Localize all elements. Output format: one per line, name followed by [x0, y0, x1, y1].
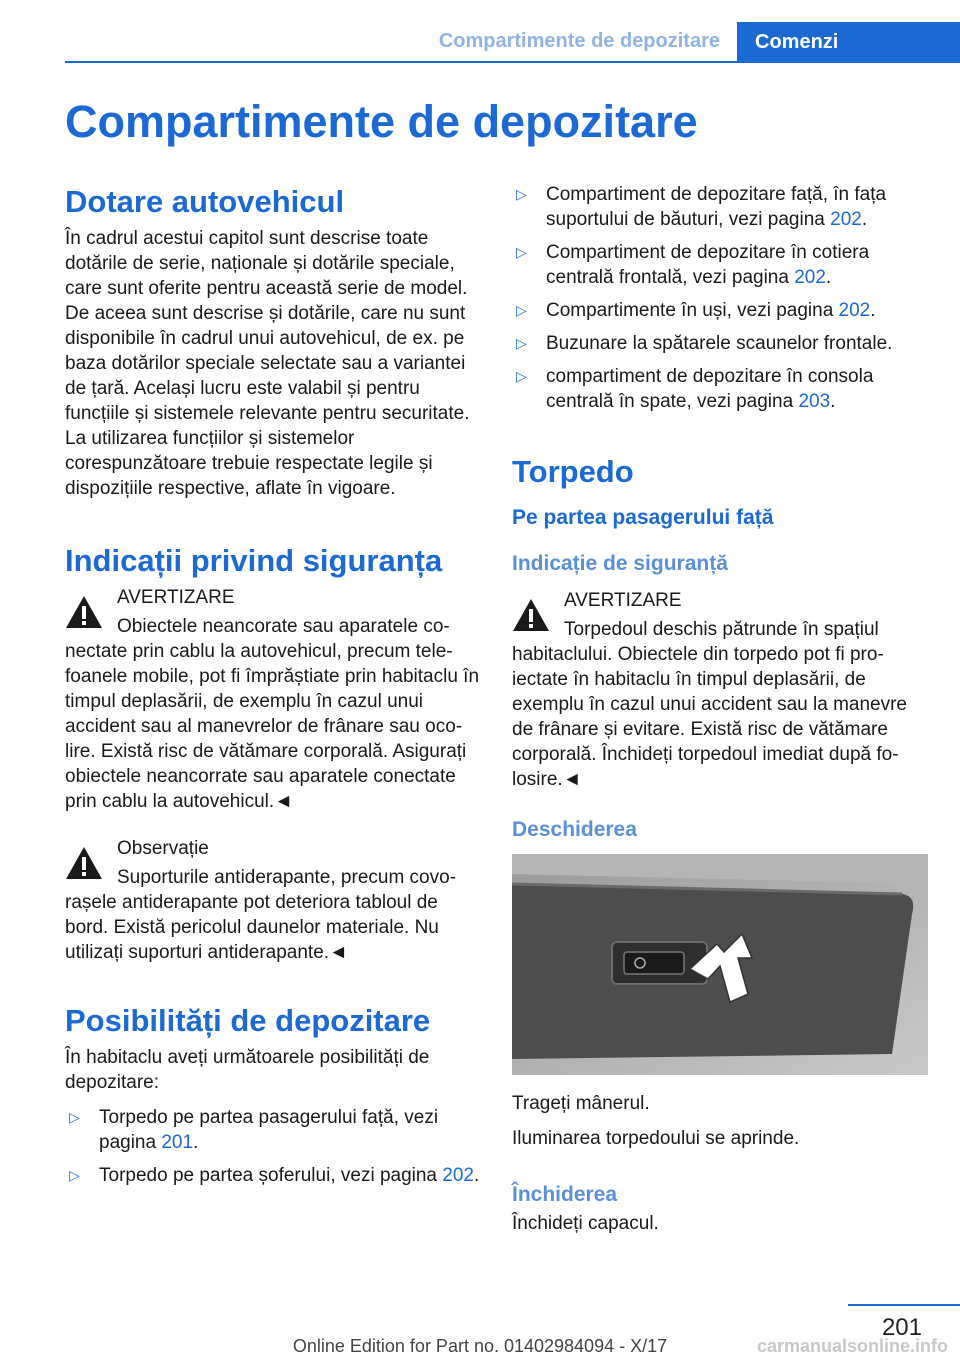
section-title-vehicle-equipment: Dotare autovehicul: [65, 184, 345, 219]
header-chapter-tab: Comenzi: [737, 22, 960, 63]
page-link[interactable]: 202: [830, 209, 862, 230]
section-title-storage: Posibilități de depozitare: [65, 1003, 431, 1038]
watermark: carmanualsonline.info: [756, 1336, 948, 1356]
notice-box: [65, 836, 481, 965]
subsection-title-safety-note: Indicație de siguranță: [512, 552, 728, 575]
header-section-title: Compartimente de depozitare: [438, 30, 720, 52]
right-column: [512, 182, 930, 1246]
list-item: ▷ Buzunare la spătarele scaunelor frontale.: [516, 333, 893, 354]
subsection-title-opening: Deschiderea: [512, 818, 637, 841]
list-item: ▷ Compartiment de depozitare în cotiera centrală frontală, vezi pagina 202.: [516, 242, 870, 288]
left-column: [65, 182, 481, 1198]
page-link[interactable]: 202: [838, 300, 871, 321]
list-item: ▷ compartiment de depozitare în consola centrală în spate, vezi pagina 203.: [516, 366, 874, 412]
triangle-right-icon: ▷: [516, 186, 527, 202]
warning-triangle-icon: [65, 846, 103, 880]
warning-triangle-icon: [65, 595, 103, 629]
triangle-right-icon: ▷: [516, 335, 527, 351]
warning-title: AVERTIZARE: [117, 587, 235, 608]
subsection-title-passenger-side: Pe partea pasagerului față: [512, 506, 774, 529]
page-link[interactable]: 202: [442, 1165, 474, 1186]
storage-list-continued: [512, 182, 930, 414]
warning-text: Torpedoul deschis pătrunde în spațiul habitaclului. Obiectele din torpedo pot fi proiectate în habitaclu în timpul deplasării, de exemplu în cazul unui accident sau la manevre de frânare și evitare. Există risc de vătămare corporală. Închideți torpedoul imediat după folosire.◄: [512, 619, 908, 790]
warning-box: [512, 588, 930, 792]
triangle-right-icon: ▷: [516, 302, 527, 318]
storage-intro-text: În habitaclu aveți următoarele posibilități de depozitare:: [65, 1047, 430, 1093]
list-item: ▷ Compartimente în uși, vezi pagina 202.: [516, 300, 876, 321]
list-item: ▷ Torpedo pe partea pasagerului față, vezi pagina 201.: [69, 1107, 439, 1153]
vehicle-equipment-text: În cadrul acestui capitol sunt descrise toate dotările de serie, naționale și dotările speciale, care sunt oferite pentru această serie de model. De aceea sunt descrise și dotările, care nu sunt disponibile în cadrul unui autovehicul, de ex. pe baza dotărilor speciale selectate sau a variantei de țară. Același lucru este valabil și pentru funcțiile și sistemele relevante pentru securitate. La utilizarea funcțiilor și sistemelor corespunzătoare trebuie respectate legile și dispozițiile respective, aflate în vigoare.: [65, 228, 470, 499]
opening-light-text: Iluminarea torpedoului se aprinde.: [512, 1128, 800, 1149]
page-link[interactable]: 203: [798, 391, 831, 412]
page-number: 201: [881, 1314, 922, 1341]
page-link[interactable]: 201: [161, 1132, 194, 1153]
warning-triangle-icon: [512, 598, 550, 632]
subsection-title-closing: Închiderea: [512, 1183, 618, 1206]
notice-title: Observație: [117, 838, 209, 859]
storage-list: [65, 1105, 481, 1188]
triangle-right-icon: ▷: [516, 368, 527, 384]
triangle-right-icon: ▷: [69, 1109, 80, 1125]
page-title: Compartimente de depozitare: [65, 96, 698, 147]
header-rule: [65, 61, 960, 63]
warning-box: [65, 585, 481, 814]
list-item: ▷ Torpedo pe partea șoferului, vezi pagina 202.: [69, 1165, 480, 1186]
triangle-right-icon: ▷: [69, 1167, 80, 1183]
footer-edition-text: Online Edition for Part no. 01402984094 - X/17: [292, 1336, 668, 1356]
warning-title: AVERTIZARE: [564, 590, 682, 611]
section-title-glovebox: Torpedo: [512, 454, 634, 489]
page-number-rule: [848, 1304, 960, 1306]
list-item: ▷ Compartiment de depozitare față, în fața suportului de băuturi, vezi pagina 202.: [516, 184, 887, 230]
triangle-right-icon: ▷: [516, 244, 527, 260]
notice-text: Suporturile antiderapante, precum covorașele antiderapante pot deteriora tabloul de bord. Există pericolul daunelor materiale. Nu utilizați suporturi antiderapante.◄: [65, 867, 457, 963]
glovebox-handle-illustration: [512, 854, 928, 1075]
page-link[interactable]: 202: [794, 267, 826, 288]
warning-text: Obiectele neancorate sau aparatele conectate prin cablu la autovehicul, precum telefoanele mobile, pot fi împrăștiate prin habitaclu în timpul deplasării, de exemplu în cazul unui accident sau al manevrelor de frânare sau ocolire. Există risc de vătămare corporală. Asigurați obiectele neancorrate sau aparatele conectate prin cablu la autovehicul.◄: [65, 616, 480, 812]
section-title-safety: Indicații privind siguranța: [65, 543, 443, 578]
opening-step-text: Trageți mânerul.: [512, 1093, 650, 1114]
closing-step-text: Închideți capacul.: [512, 1213, 659, 1234]
